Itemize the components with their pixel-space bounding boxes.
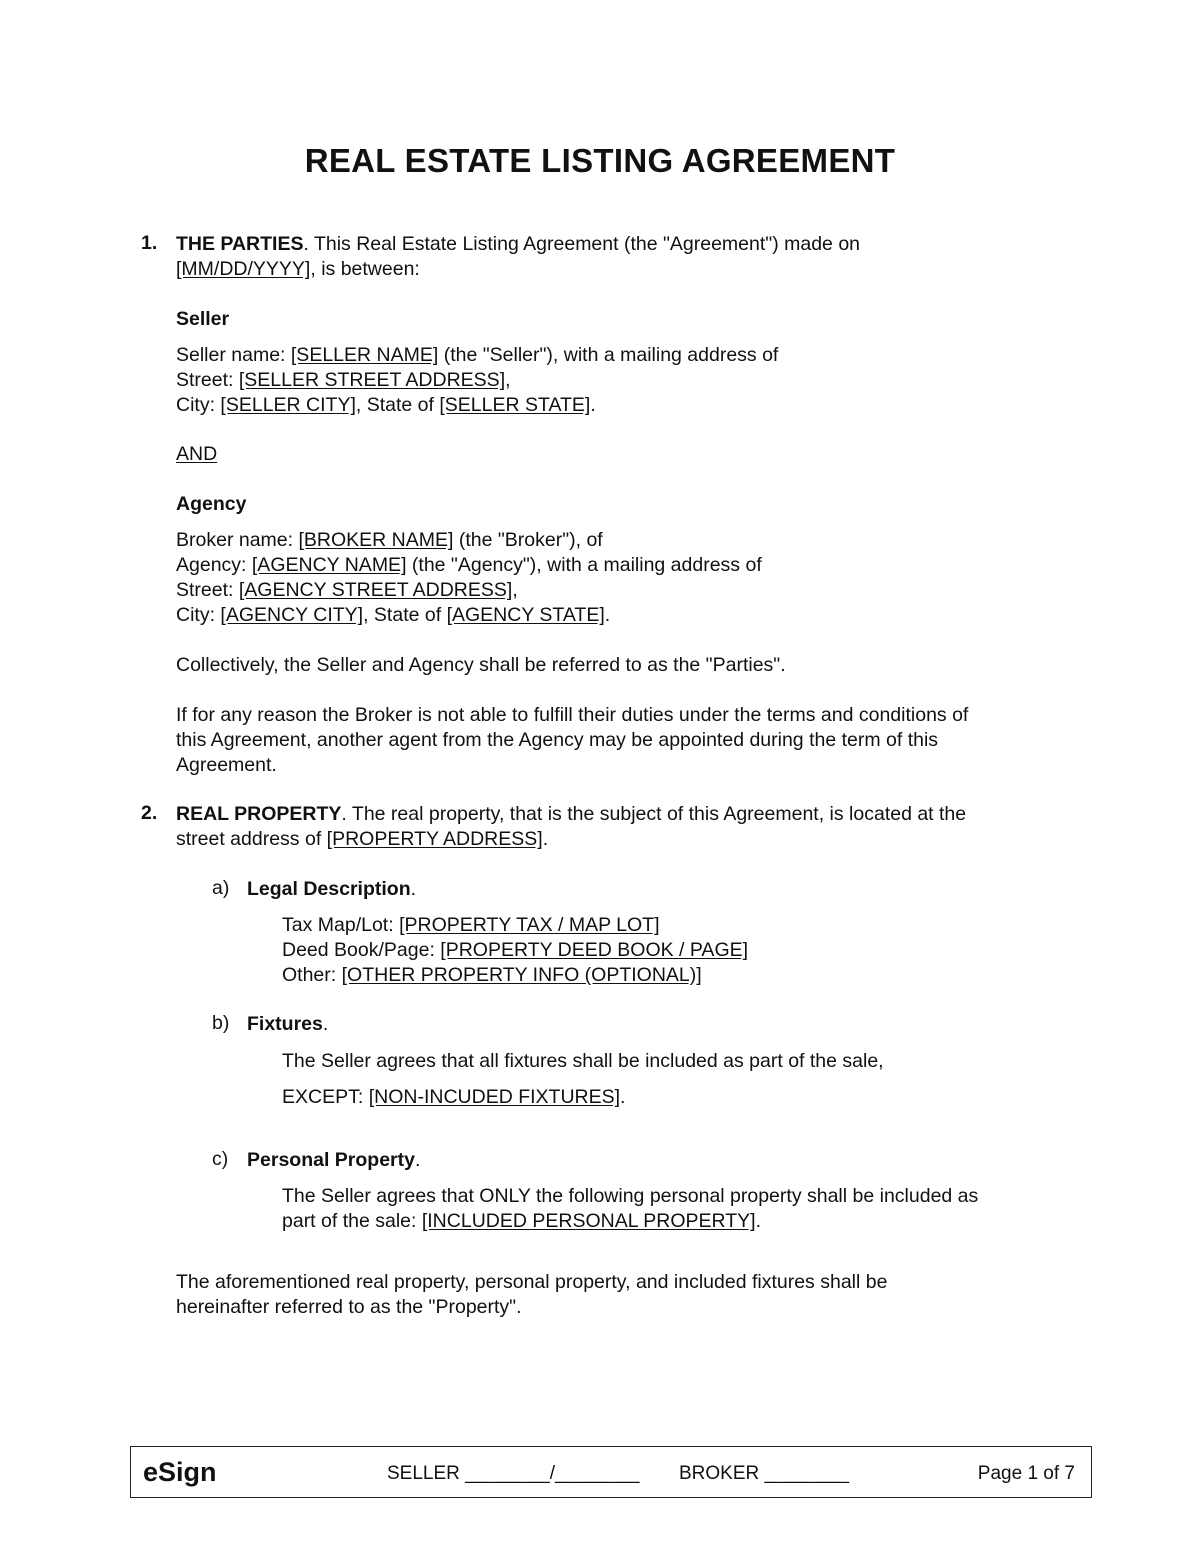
section-2-intro: REAL PROPERTY. The real property, that is the subject of this Agreement, is located at the street address of [PROPERTY ADDRESS]. [176, 803, 967, 850]
seller-street-field[interactable]: [SELLER STREET ADDRESS] [238, 369, 506, 391]
deed-book-page-field[interactable]: [PROPERTY DEED BOOK / PAGE] [440, 939, 749, 961]
page-footer [130, 1446, 1092, 1498]
broker-replacement-paragraph: If for any reason the Broker is not able to fulfill their duties under the terms and conditions of this Agreement, another agent from the Agency may be appointed during the term of this Agreement. [176, 704, 969, 776]
agency-state-field[interactable]: [AGENCY STATE] [446, 604, 605, 626]
property-address-field[interactable]: [PROPERTY ADDRESS] [326, 828, 543, 850]
personal-property-heading: Personal Property. [247, 1149, 421, 1171]
agency-heading: Agency [176, 493, 247, 515]
agency-name-field[interactable]: [AGENCY NAME] [251, 554, 407, 576]
personal-property-paragraph: The Seller agrees that ONLY the following personal property shall be included as part of the sale: [INCLUDED PERSONAL PROPERTY]. [282, 1185, 979, 1232]
fixtures-except: EXCEPT: [NON-INCUDED FIXTURES]. [282, 1086, 626, 1108]
page-number: Page 1 of 7 [977, 1463, 1075, 1484]
esign-logo: eSign [143, 1457, 217, 1487]
broker-initials-field[interactable]: BROKER ________ [679, 1463, 850, 1484]
property-definition-paragraph: The aforementioned real property, personal property, and included fixtures shall be hereinafter referred to as the "Property". [176, 1271, 888, 1318]
seller-city-field[interactable]: [SELLER CITY] [220, 394, 356, 416]
fixtures-heading: Fixtures. [247, 1013, 329, 1035]
agency-city-field[interactable]: [AGENCY CITY] [220, 604, 364, 626]
non-included-fixtures-field[interactable]: [NON-INCUDED FIXTURES] [368, 1086, 621, 1108]
agency-details: Broker name: [BROKER NAME] (the "Broker"), of Agency: [AGENCY NAME] (the "Agency"), with a mailing address of Street: [AGENCY STREET ADDRESS], City: [AGENCY CITY], State of [AGENCY STATE]. [176, 529, 762, 626]
section-1-intro: THE PARTIES. This Real Estate Listing Agreement (the "Agreement") made on [MM/DD/YYYY], is between: [176, 233, 861, 280]
agency-street-field[interactable]: [AGENCY STREET ADDRESS] [238, 579, 513, 601]
seller-initials-field[interactable]: SELLER ________/________ [387, 1463, 640, 1484]
legal-description-details: Tax Map/Lot: [PROPERTY TAX / MAP LOT] Deed Book/Page: [PROPERTY DEED BOOK / PAGE] Other: [OTHER PROPERTY INFO (OPTIONAL)] [282, 914, 749, 986]
other-property-info-field[interactable]: [OTHER PROPERTY INFO (OPTIONAL)] [341, 964, 702, 986]
seller-details: Seller name: [SELLER NAME] (the "Seller"), with a mailing address of Street: [SELLER STREET ADDRESS], City: [SELLER CITY], State of [SELLER STATE]. [176, 344, 779, 416]
included-personal-property-field[interactable]: [INCLUDED PERSONAL PROPERTY] [421, 1210, 756, 1232]
agreement-date-field[interactable]: [MM/DD/YYYY] [176, 258, 311, 280]
seller-heading: Seller [176, 308, 230, 330]
tax-map-lot-field[interactable]: [PROPERTY TAX / MAP LOT] [399, 914, 660, 936]
seller-state-field[interactable]: [SELLER STATE] [439, 394, 591, 416]
collectively-paragraph: Collectively, the Seller and Agency shall be referred to as the "Parties". [176, 654, 786, 676]
section-2-number: 2. [141, 802, 158, 824]
subsection-c-letter: c) [212, 1148, 229, 1170]
section-1-heading: THE PARTIES [176, 233, 304, 255]
seller-name-field[interactable]: [SELLER NAME] [290, 344, 439, 366]
section-1-number: 1. [141, 232, 158, 254]
legal-description-heading: Legal Description. [247, 878, 417, 900]
and-separator: AND [176, 443, 218, 465]
subsection-a-letter: a) [212, 877, 230, 899]
section-2-heading: REAL PROPERTY [176, 803, 342, 825]
document-title: REAL ESTATE LISTING AGREEMENT [304, 142, 896, 179]
broker-name-field[interactable]: [BROKER NAME] [298, 529, 454, 551]
fixtures-paragraph: The Seller agrees that all fixtures shall be included as part of the sale, [282, 1050, 884, 1072]
subsection-b-letter: b) [212, 1012, 230, 1034]
